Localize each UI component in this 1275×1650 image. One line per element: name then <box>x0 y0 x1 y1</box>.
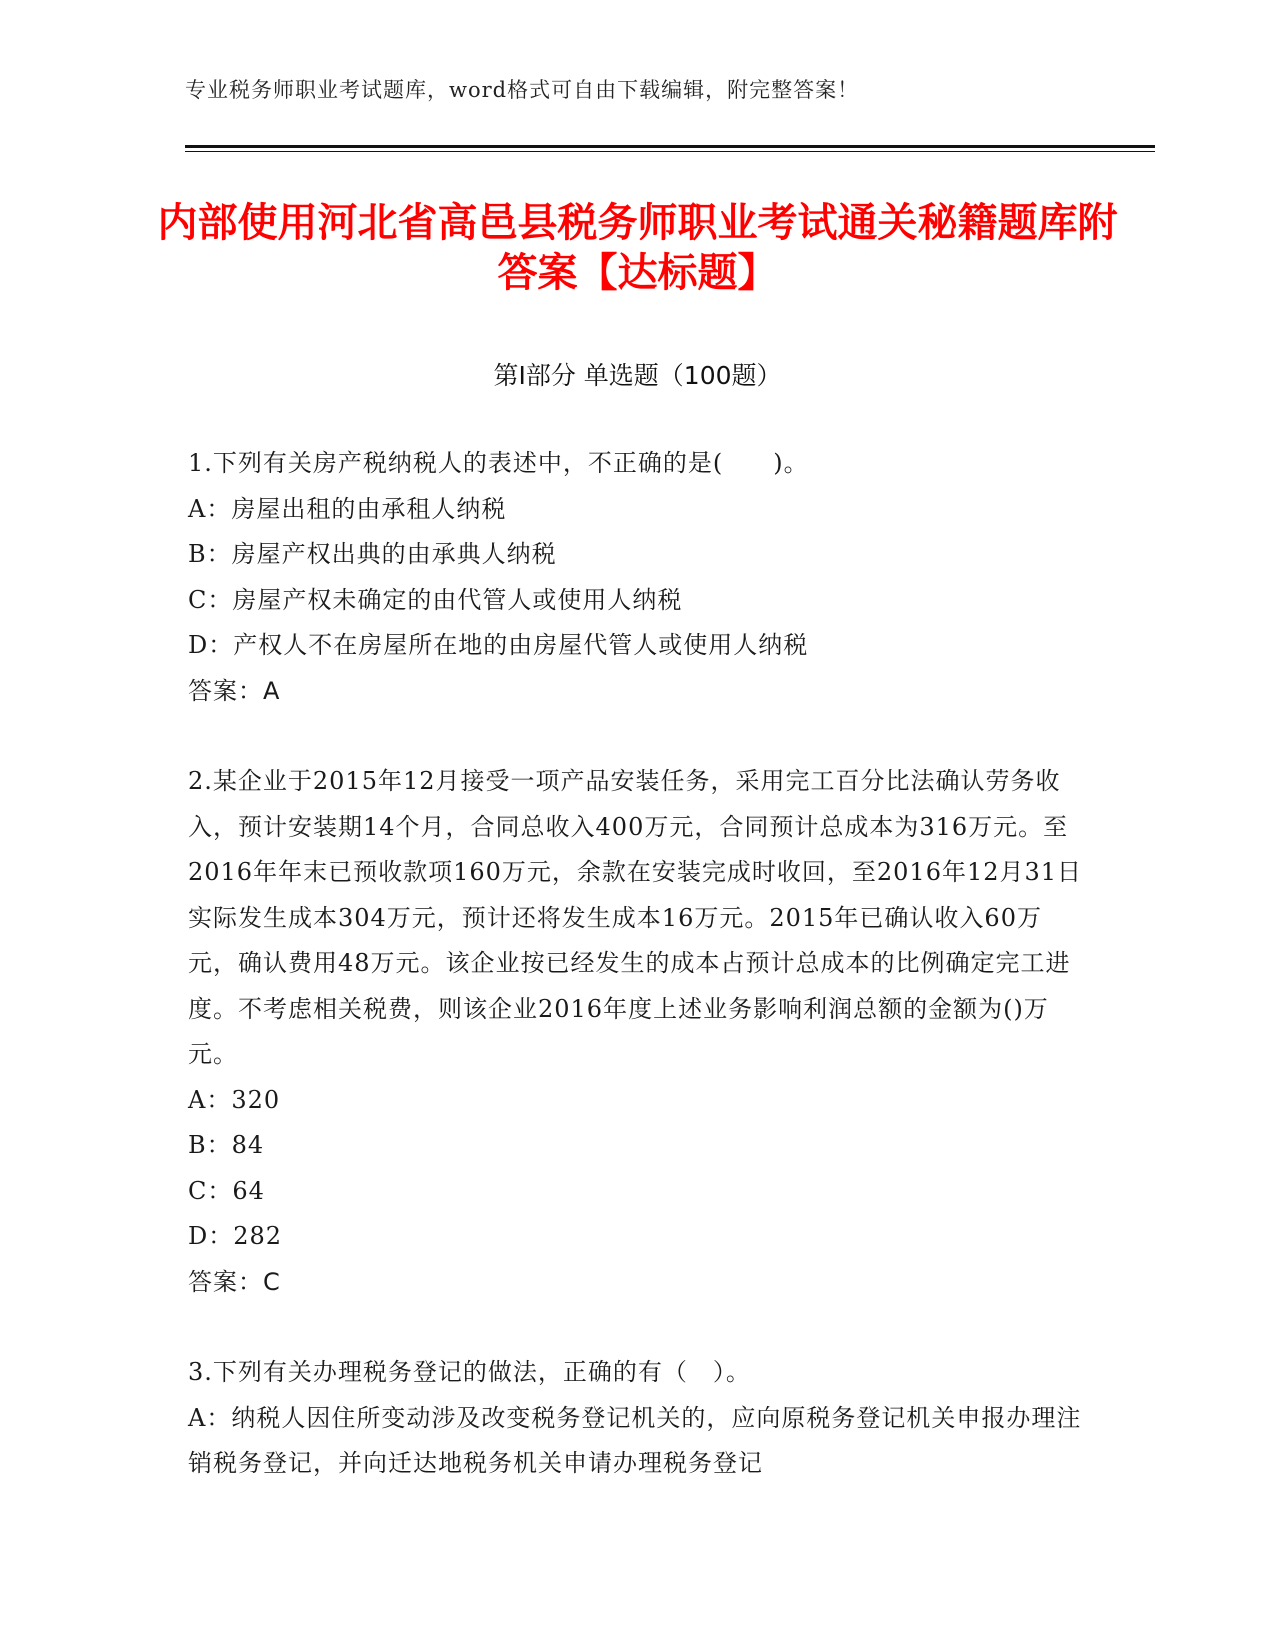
question-1-stem: 1.下列有关房产税纳税人的表述中，不正确的是( )。 <box>188 449 809 477</box>
header-note: 专业税务师职业考试题库，word格式可自由下载编辑，附完整答案！ <box>185 78 860 102</box>
question-3-option-a: A：纳税人因住所变动涉及改变税务登记机关的，应向原税务登记机关申报办理注销税务登记，并向迁达地税务机关申请办理税务登记 <box>188 1403 1082 1477</box>
question-1-answer: 答案：A <box>188 676 281 705</box>
question-2-option-d: D：282 <box>188 1222 283 1250</box>
question-3-stem: 3.下列有关办理税务登记的做法，正确的有（ ）。 <box>188 1358 751 1386</box>
question-1 <box>188 441 1088 714</box>
question-3 <box>188 1350 1088 1487</box>
header-divider-thick <box>185 145 1155 148</box>
header-divider-thin <box>185 151 1155 152</box>
question-1-option-c: C：房屋产权未确定的由代管人或使用人纳税 <box>188 585 683 614</box>
question-2-option-a: A：320 <box>188 1085 281 1114</box>
question-2-answer: 答案：C <box>188 1267 281 1296</box>
question-1-option-a: A：房屋出租的由承租人纳税 <box>188 494 507 523</box>
question-2-option-c: C：64 <box>188 1176 265 1205</box>
question-1-option-d: D：产权人不在房屋所在地的由房屋代管人或使用人纳税 <box>188 631 809 659</box>
question-2-stem: 2.某企业于2015年12月接受一项产品安装任务，采用完工百分比法确认劳务收入，预计安装期14个月，合同总收入400万元，合同预计总成本为316万元。至2016年年末已预收款项160万元，余款在安装完成时收回，至2016年12月31日实际发生成本304万元，预计还将发生成本16万元。2015年已确认收入60万元，确认费用48万元。该企业按已经发生的成本占预计总成本的比例确定完工进度。不考虑相关税费，则该企业2016年度上述业务影响利润总额的金额为()万元。 <box>188 767 1083 1068</box>
question-list <box>188 441 1088 1487</box>
question-2-option-b: B：84 <box>188 1131 265 1159</box>
document-title: 内部使用河北省高邑县税务师职业考试通关秘籍题库附答案【达标题】 <box>157 200 1118 296</box>
question-1-option-b: B：房屋产权出典的由承典人纳税 <box>188 540 557 568</box>
question-2 <box>188 759 1088 1305</box>
section-heading: 第Ⅰ部分 单选题（100题） <box>493 361 782 390</box>
